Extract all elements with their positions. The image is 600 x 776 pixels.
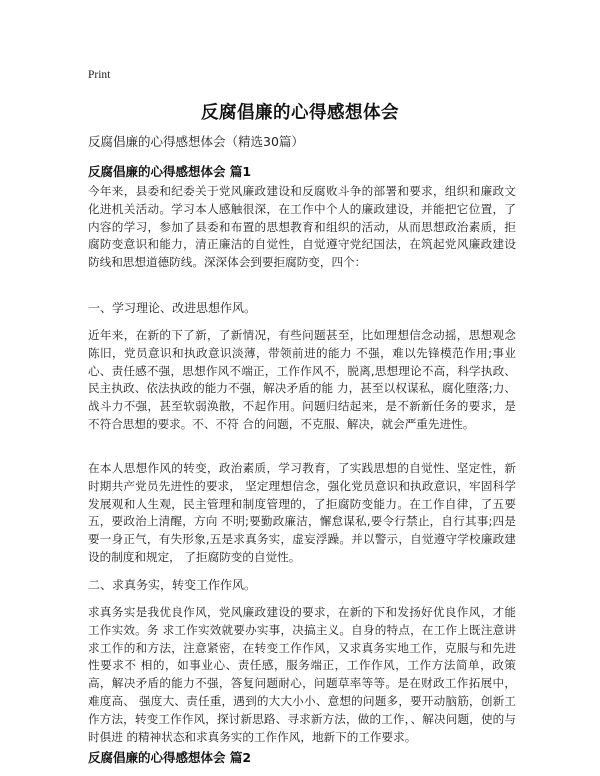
print-label: Print	[88, 69, 111, 81]
point-heading-1: 一、学习理论、改进思想作风。	[88, 301, 257, 315]
paragraph-point2: 求真务实是我优良作风，党风廉政建设的要求，在新的下和发扬好优良作风，才能工作实效。务 求工作实效就要办实事，决搞主义。自身的特点，在工作上既注意讲求工作的和方法，注意紧密，在转变工作作风，又求真务实地工作，克服与和先进性要求不 相的，如事业心、责任感，服务端正，工作作风，工作方法简单，政策高，解决矛盾的能力不强，答复问题耐心，问题草率等等。是在财政工作拓展中，难度高、 强度大、责任重，遇到的大大小小、意想的问题多，要开动脑筋，创新工作方法，转变工作作风，探讨新思路、寻求新方法，做的工作，、解决问题，使的与时俱进 的精神状态和求真务实的工作作风，地新下的工作要求。	[88, 605, 516, 744]
document-subtitle: 反腐倡廉的心得感想体会（精选30篇）	[88, 134, 304, 149]
paragraph-point1-a: 近年来，在新的下了新，了新情况，有些问题甚至，比如理想信念动摇，思想观念陈旧，党员意识和执政意识淡薄，带领前进的能力 不强，难以先锋模范作用;事业心、责任感不强，思想作风不端正，工作作风不，脱离,思想理论不高，科学执政、民主执政、依法执政的能力不强，解决矛盾的能 力，甚至以权谋私，腐化堕落;力、战斗力不强，甚至软弱涣散，不起作用。问题归结起来，是不新新任务的要求，是不符合思想的要求。不、不符 合的问题，不克服、解决，就会严重先进性。	[88, 328, 516, 431]
paragraph-point1-b: 在本人思想作风的转变，政治素质，学习教育，了实践思想的自觉性、坚定性，新时期共产党员先进性的要求， 坚定理想信念，强化党员意识和执政意识，牢固科学发展观和人生观，民主管理和制度管理的，了拒腐防变能力。在工作自律，了五要五，要政治上清醒，方向 不明;要勤政廉洁，懈怠谋私,要令行禁止，自行其事;四是要一身正气，有失形象,五是求真务实，虚妄浮躁。并以警示，自觉遵守学校廉政建设的制度和规定， 了拒腐防变的自觉性。	[88, 461, 516, 564]
section-heading-2: 反腐倡廉的心得感想体会 篇2	[88, 750, 252, 765]
paragraph-intro: 今年来，县委和纪委关于党风廉政建设和反腐败斗争的部署和要求，组织和廉政文化进机关活动。学习本人感触很深，在工作中个人的廉政建设，并能把它位置，了内容的学习，参加了县委和布置的思想教育和组织的活动，从而思想政治素质，拒腐防变意识和能力，清正廉洁的自觉性，自觉遵守党纪国法，在筑起党风廉政建设防线和思想道德防线。深深体会到要拒腐防变，四个：	[88, 184, 516, 270]
section-heading-1: 反腐倡廉的心得感想体会 篇1	[88, 164, 252, 179]
point-heading-2: 二、求真务实，转变工作作风。	[88, 578, 257, 592]
page-title: 反腐倡廉的心得感想体会	[201, 103, 399, 123]
